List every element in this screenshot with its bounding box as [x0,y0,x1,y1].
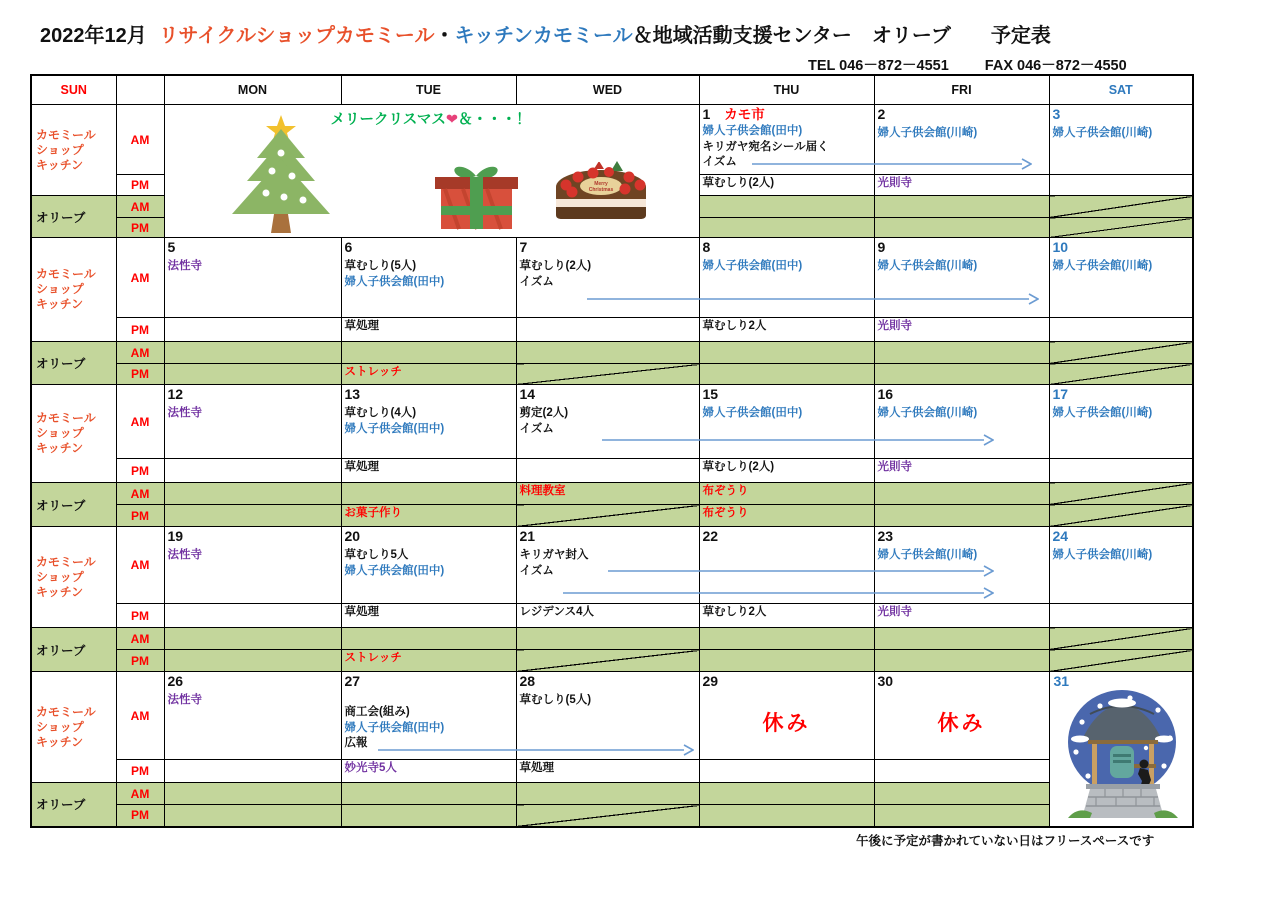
cell-w2-wed-am: 7 草むしり(2人) イズム [516,238,699,318]
cell-w2-sat-olive-pm [1049,364,1193,385]
cell-w4-fri-am: 23 婦人子供会館(川崎) [874,527,1049,604]
pm-label: PM [116,318,164,342]
row-group-label-olive: オリーブ [31,783,116,827]
cell-w4-mon-olive-pm [164,650,341,672]
schedule-table [30,74,1194,828]
cell-w2-tue-olive-pm: ストレッチ [341,364,516,385]
pm-label: PM [116,760,164,783]
header-spacer [116,75,164,105]
cell-w1-thu-pm: 草むしり(2人) [699,175,874,196]
cell-w5-fri-olive-pm [874,805,1049,827]
christmas-cake-icon [541,155,661,227]
cell-w4-sat-pm [1049,604,1193,628]
row-group-label-kamomile: カモミール ショップ キッチン [31,105,116,196]
cell-w3-wed-olive-am: 料理教室 [516,483,699,505]
cell-w1-fri-olive-pm [874,218,1049,238]
row-group-label-kamomile: カモミール ショップ キッチン [31,385,116,483]
am-label: AM [116,342,164,364]
cell-w4-fri-olive-pm [874,650,1049,672]
continuation-arrow [378,744,694,756]
cell-w2-wed-pm [516,318,699,342]
cell-w3-mon-am: 12 法性寺 [164,385,341,459]
cell-w4-tue-am: 20 草むしり5人 婦人子供会館(田中) [341,527,516,604]
header-tue: TUE [341,75,516,105]
cell-w4-wed-olive-am [516,628,699,650]
pm-label: PM [116,604,164,628]
pm-label: PM [116,650,164,672]
cell-w5-mon-am: 26 法性寺 [164,672,341,760]
row-group-label-kamomile: カモミール ショップ キッチン [31,527,116,628]
christmas-tree-icon [225,113,337,235]
cell-w1-fri-pm: 光則寺 [874,175,1049,196]
am-label: AM [116,628,164,650]
title-year-month: 2022年12月 [40,25,147,47]
pm-label: PM [116,175,164,196]
christmas-merged-cell [164,105,699,238]
pm-label: PM [116,459,164,483]
footer-note: 午後に予定が書かれていない日はフリースペースです [856,834,1155,848]
cell-w3-wed-olive-pm [516,505,699,527]
cell-w3-wed-pm [516,459,699,483]
cell-w2-sat-pm [1049,318,1193,342]
heart-icon: ❤ [445,112,459,128]
cell-w5-tue-am: 27 商工会(組み) 婦人子供会館(田中) 広報 [341,672,516,760]
cell-w2-mon-am: 5 法性寺 [164,238,341,318]
cell-w4-wed-pm: レジデンス4人 [516,604,699,628]
cell-w3-thu-am: 15 婦人子供会館(田中) [699,385,874,459]
header-wed: WED [516,75,699,105]
cell-w2-sat-am: 10 婦人子供会館(川崎) [1049,238,1193,318]
cell-w5-wed-olive-am [516,783,699,805]
new-year-bell-icon [1060,684,1186,822]
gift-icon [429,161,524,231]
cell-w3-mon-olive-am [164,483,341,505]
cell-w4-sat-olive-am [1049,628,1193,650]
cell-w4-sat-olive-pm [1049,650,1193,672]
continuation-arrow [587,293,1039,305]
continuation-arrow [608,565,994,577]
cell-w2-mon-pm [164,318,341,342]
kamo-market-badge: カモ市 [724,107,765,122]
cell-w2-thu-olive-am [699,342,874,364]
cell-w3-thu-pm: 草むしり(2人) [699,459,874,483]
cell-w1-thu-olive-pm [699,218,874,238]
am-label: AM [116,105,164,175]
am-label: AM [116,672,164,760]
cell-w4-wed-am: 21 キリガヤ封入 イズム [516,527,699,604]
cell-w4-wed-olive-pm [516,650,699,672]
cell-w3-thu-olive-pm: 布ぞうり [699,505,874,527]
cell-w5-mon-olive-pm [164,805,341,827]
cell-w3-tue-pm: 草処理 [341,459,516,483]
cell-w4-thu-am: 22 [699,527,874,604]
cell-w2-fri-am: 9 婦人子供会館(川崎) [874,238,1049,318]
cell-w4-fri-pm: 光則寺 [874,604,1049,628]
row-group-label-kamomile: カモミール ショップ キッチン [31,238,116,342]
am-label: AM [116,238,164,318]
cell-w5-mon-olive-am [164,783,341,805]
cell-w5-fri-am: 30 休み [874,672,1049,760]
header-thu: THU [699,75,874,105]
cell-w3-thu-olive-am: 布ぞうり [699,483,874,505]
cell-w3-mon-olive-pm [164,505,341,527]
cell-w2-thu-pm: 草むしり2人 [699,318,874,342]
cell-w2-tue-olive-am [341,342,516,364]
am-label: AM [116,196,164,218]
row-group-label-olive: オリーブ [31,342,116,385]
closed-label: 休み [762,712,811,735]
pm-label: PM [116,364,164,385]
header-mon: MON [164,75,341,105]
cell-w5-thu-olive-am [699,783,874,805]
cell-w2-sat-olive-am [1049,342,1193,364]
cell-w3-fri-am: 16 婦人子供会館(川崎) [874,385,1049,459]
cell-w2-fri-pm: 光則寺 [874,318,1049,342]
tel-number: TEL 046－872－4551 [808,58,949,74]
cell-w5-tue-olive-pm [341,805,516,827]
cell-w3-fri-olive-pm [874,505,1049,527]
cell-w5-thu-am: 29 休み [699,672,874,760]
cell-w2-tue-pm: 草処理 [341,318,516,342]
cell-w5-thu-pm [699,760,874,783]
cell-w2-thu-olive-pm [699,364,874,385]
cell-w3-fri-pm: 光則寺 [874,459,1049,483]
contact-info [808,54,1127,75]
cell-w2-mon-olive-am [164,342,341,364]
cell-w3-tue-am: 13 草むしり(4人) 婦人子供会館(田中) [341,385,516,459]
cell-w2-tue-am: 6 草むしり(5人) 婦人子供会館(田中) [341,238,516,318]
cell-w5-mon-pm [164,760,341,783]
am-label: AM [116,783,164,805]
cell-w5-wed-am: 28 草むしり(5人) [516,672,699,760]
cell-w5-wed-pm: 草処理 [516,760,699,783]
cell-w1-sat-olive-am [1049,196,1193,218]
cell-w3-fri-olive-am [874,483,1049,505]
cell-w4-tue-pm: 草処理 [341,604,516,628]
cell-w1-thu-am: 1 カモ市 婦人子供会館(田中) キリガヤ宛名シール届く イズム [699,105,874,175]
cell-w2-wed-olive-am [516,342,699,364]
svg-text:Christmas: Christmas [588,187,613,193]
am-label: AM [116,483,164,505]
title-rest: ＆地域活動支援センター オリーブ 予定表 [632,25,1051,47]
cell-w4-thu-pm: 草むしり2人 [699,604,874,628]
cell-w3-tue-olive-am [341,483,516,505]
cell-w2-thu-am: 8 婦人子供会館(田中) [699,238,874,318]
cell-w1-sat-am: 3 婦人子供会館(川崎) [1049,105,1193,175]
am-label: AM [116,385,164,459]
cell-w4-mon-pm [164,604,341,628]
cell-w3-sat-olive-am [1049,483,1193,505]
svg-text:Merry: Merry [593,181,608,187]
cell-w4-thu-olive-pm [699,650,874,672]
row-group-label-olive: オリーブ [31,628,116,672]
cell-w5-thu-olive-pm [699,805,874,827]
pm-label: PM [116,805,164,827]
cell-w4-tue-olive-am [341,628,516,650]
cell-w5-fri-pm [874,760,1049,783]
am-label: AM [116,527,164,604]
cell-w4-mon-olive-am [164,628,341,650]
cell-w4-thu-olive-am [699,628,874,650]
cell-w2-wed-olive-pm [516,364,699,385]
cell-w5-fri-olive-am [874,783,1049,805]
fax-number: FAX 046－872－4550 [984,58,1127,74]
continuation-arrow [752,158,1032,170]
cell-w1-fri-am: 2 婦人子供会館(川崎) [874,105,1049,175]
cell-w2-fri-olive-am [874,342,1049,364]
cell-w3-wed-am: 14 剪定(2人) イズム [516,385,699,459]
cell-w3-sat-olive-pm [1049,505,1193,527]
header-sat: SAT [1049,75,1193,105]
pm-label: PM [116,218,164,238]
cell-w1-fri-olive-am [874,196,1049,218]
calendar [30,74,1194,828]
cell-w5-wed-olive-pm [516,805,699,827]
cell-w1-sat-olive-pm [1049,218,1193,238]
closed-label: 休み [937,712,986,735]
cell-w4-mon-am: 19 法性寺 [164,527,341,604]
cell-w3-mon-pm [164,459,341,483]
row-group-label-kamomile: カモミール ショップ キッチン [31,672,116,783]
title-shop2: キッチンカモミール [454,25,633,47]
cell-w5-tue-olive-am [341,783,516,805]
header-sun: SUN [31,75,116,105]
pm-label: PM [116,505,164,527]
cell-w5-sat: 31 [1049,672,1193,827]
cell-w3-sat-am: 17 婦人子供会館(川崎) [1049,385,1193,459]
cell-w3-sat-pm [1049,459,1193,483]
cell-w2-mon-olive-pm [164,364,341,385]
title-dot: ・ [434,25,455,47]
cell-w1-thu-olive-am [699,196,874,218]
row-group-label-olive: オリーブ [31,483,116,527]
cell-w5-tue-pm: 妙光寺5人 [341,760,516,783]
greeting-text: メリークリスマス❤＆・・・！ [330,112,531,128]
cell-w1-sat-pm [1049,175,1193,196]
cell-w4-fri-olive-am [874,628,1049,650]
cell-w2-fri-olive-pm [874,364,1049,385]
continuation-arrow [563,587,994,599]
row-group-label-olive: オリーブ [31,196,116,238]
header-fri: FRI [874,75,1049,105]
cell-w4-tue-olive-pm: ストレッチ [341,650,516,672]
title-shop1: リサイクルショップカモミール [158,25,435,47]
page-title [40,19,1051,48]
cell-w3-tue-olive-pm: お菓子作り [341,505,516,527]
continuation-arrow [602,434,994,446]
cell-w4-sat-am: 24 婦人子供会館(川崎) [1049,527,1193,604]
